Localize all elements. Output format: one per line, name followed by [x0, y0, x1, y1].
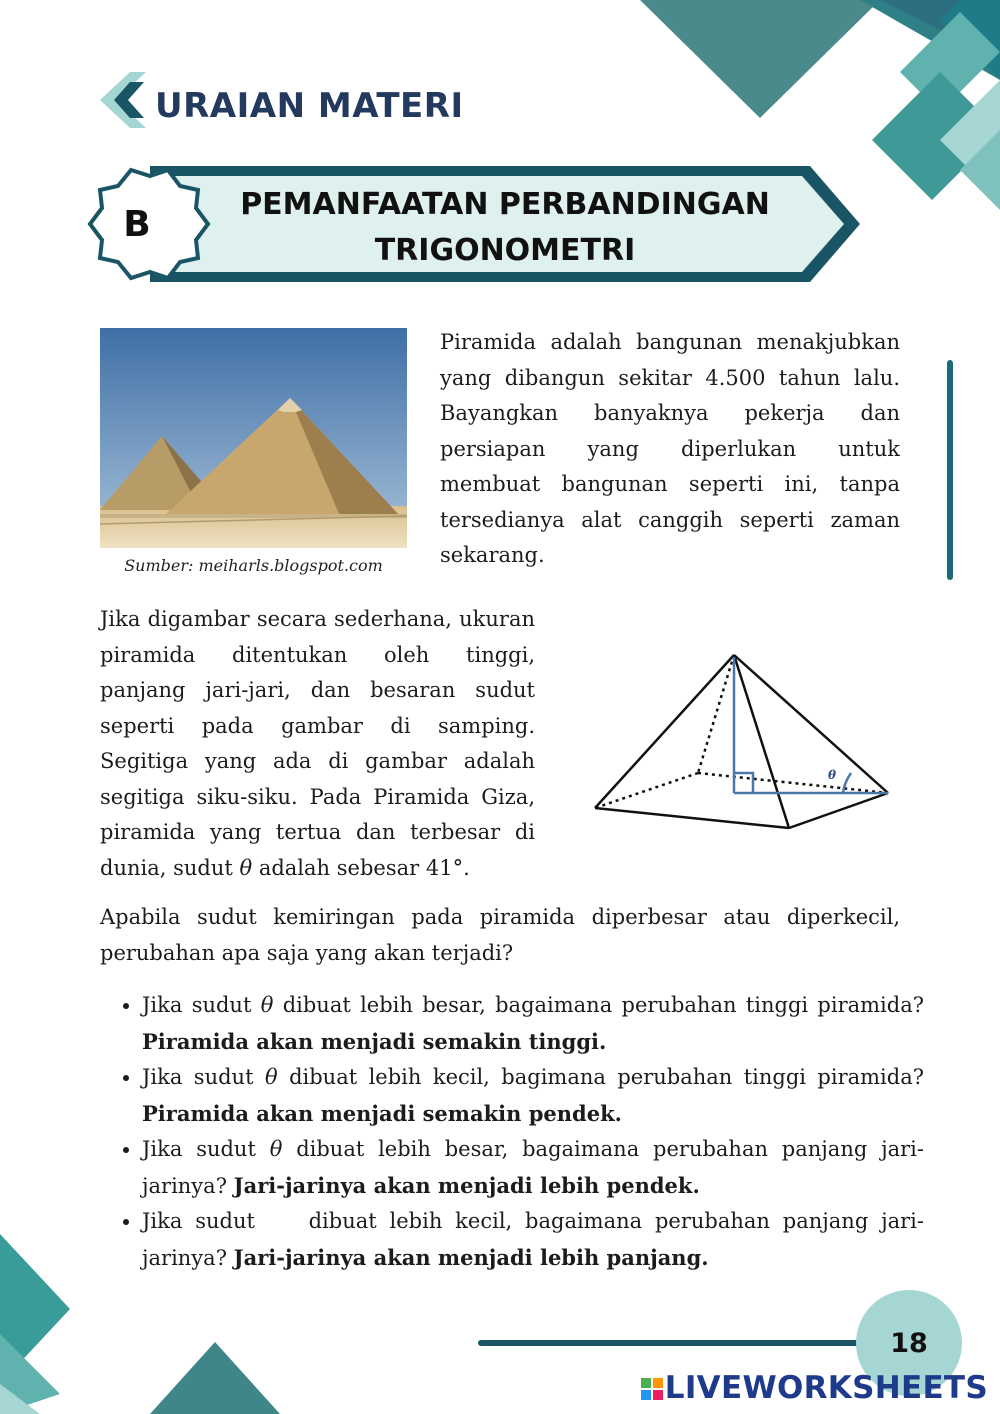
- diagram-angle-label: θ: [828, 768, 837, 782]
- answer-text: Jari-jarinya akan menjadi lebih panjang.: [233, 1244, 709, 1270]
- right-angle-marker: [734, 773, 753, 793]
- edge-back-hidden: [698, 655, 734, 773]
- theta-symbol: θ: [264, 1065, 278, 1089]
- pyramids-photo: [100, 328, 407, 548]
- angle-value: 41°: [425, 855, 464, 880]
- section-badge-letter: B: [123, 203, 151, 245]
- theta-symbol: θ: [269, 1137, 283, 1161]
- list-item: • Jika sudut θ dibuat lebih kecil, bagimana perubahan tinggi piramida? Piramida akan menjadi semakin pendek.: [142, 1060, 924, 1132]
- watermark-text: LIVEWORKSHEETS: [664, 1370, 988, 1406]
- question-list: [118, 988, 924, 1276]
- base-back-right-hidden: [698, 773, 888, 793]
- answer-text: Jari-jarinya akan menjadi lebih pendek.: [233, 1172, 700, 1198]
- angle-arc: [843, 773, 851, 793]
- theta-symbol: θ: [260, 993, 274, 1017]
- pyramid-diagram: [585, 645, 915, 845]
- watermark: [641, 1370, 988, 1406]
- section-chevron-icon: [100, 72, 148, 128]
- base-front: [595, 808, 789, 828]
- section-title: URAIAN MATERI: [155, 86, 464, 126]
- footer-rule: [478, 1340, 860, 1346]
- intro-paragraph: Piramida adalah bangunan menakjubkan yang dibangun sekitar 4.500 tahun lalu. Bayangkan banyaknya pekerja dan persiapan yang diperlukan untuk membuat bangunan seperti ini, tanpa tersedianya alat canggih seperti zaman sekarang.: [440, 330, 900, 567]
- description-text-2: adalah sebesar: [258, 855, 420, 880]
- description-text: Jika digambar secara sederhana, ukuran piramida ditentukan oleh tinggi, panjang jari-jari, dan besaran sudut seperti pada gambar di samping. Segitiga yang ada di gambar adalah segitiga siku-siku. Pada Piramida Giza, piramida yang tertua dan terbesar di dunia, sudut: [100, 607, 535, 880]
- page-number: 18: [856, 1290, 962, 1396]
- list-item: • Jika sudut dibuat lebih kecil, bagaimana perubahan panjang jari-jarinya? Jari-jarinya akan menjadi lebih panjang.: [142, 1204, 924, 1276]
- description-paragraph: [100, 602, 535, 886]
- image-caption: Sumber: meiharls.blogspot.com: [124, 556, 383, 575]
- question-text: Apabila sudut kemiringan pada piramida diperbesar atau diperkecil, perubahan apa saja yang akan terjadi?: [100, 905, 900, 965]
- list-item: • Jika sudut θ dibuat lebih besar, bagaimana perubahan tinggi piramida? Piramida akan menjadi semakin tinggi.: [142, 988, 924, 1060]
- answer-text: Piramida akan menjadi semakin tinggi.: [142, 1028, 607, 1054]
- sidebar-accent-bar: [947, 360, 953, 580]
- answer-text: Piramida akan menjadi semakin pendek.: [142, 1100, 622, 1126]
- theta-symbol: θ: [239, 855, 253, 880]
- base-right: [789, 793, 888, 828]
- period: .: [463, 855, 470, 880]
- list-item: • Jika sudut θ dibuat lebih besar, bagaimana perubahan panjang jari-jarinya? Jari-jarinya akan menjadi lebih pendek.: [142, 1132, 924, 1204]
- liveworksheets-logo-icon: [641, 1378, 663, 1400]
- banner-title: PEMANFAATAN PERBANDINGAN TRIGONOMETRI: [240, 187, 770, 268]
